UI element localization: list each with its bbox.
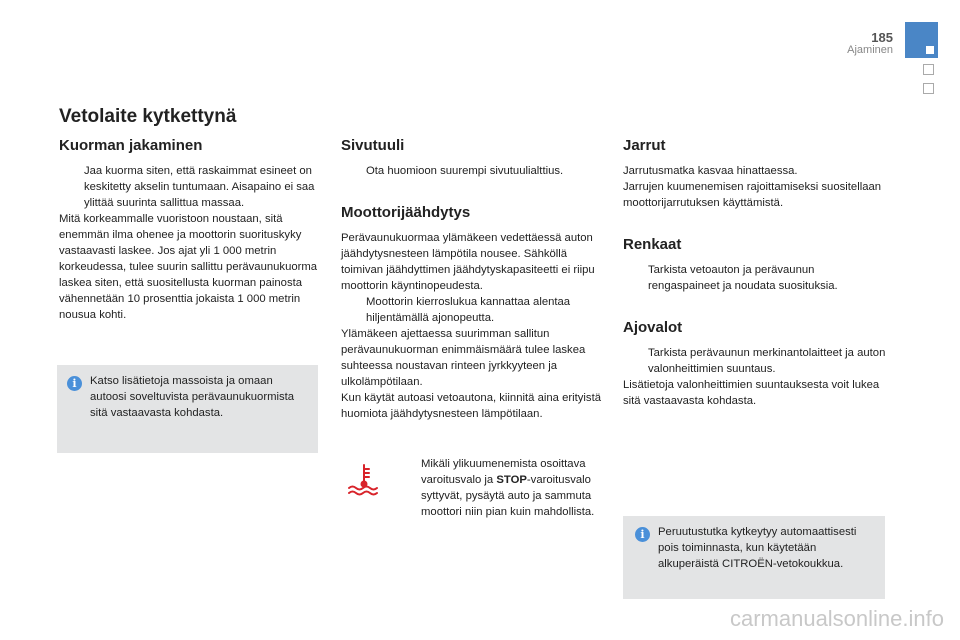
section-heading: Sivutuuli	[341, 137, 405, 154]
column-load-distribution	[59, 138, 321, 323]
paragraph: Kun käytät autoasi vetoautona, kiinnitä aina erityistä huomiota jäähdytysnesteen lämpötilaan.	[341, 392, 601, 420]
stop-label: STOP	[496, 474, 527, 486]
paragraph: Jarrujen kuumenemisen rajoittamiseksi suositellaan moottorijarrutuksen käyttämistä.	[623, 181, 882, 209]
chapter-tab[interactable]	[923, 83, 934, 94]
page-number: 185	[871, 30, 893, 45]
bullet-text: Moottorin kierroslukua kannattaa alentaa hiljentämällä ajonopeutta.	[366, 296, 571, 324]
section-heading: Kuorman jakaminen	[59, 137, 203, 154]
section-heading: Ajovalot	[623, 319, 683, 336]
section-heading: Renkaat	[623, 236, 682, 253]
paragraph: Mitä korkeammalle vuoristoon noustaan, sitä enemmän ilma ohenee ja moottorin suorituskyky vastaavasti laskee. Jos ajat yli 1 000 metrin korkeudessa, tulee suurin sallittu perävaunukuorma laskea siten, että suositellusta kuorman painosta vähennetään 10 prosenttia jokaista 1 000 metrin nousua kohti.	[59, 213, 318, 321]
column-crosswind-cooling	[341, 138, 606, 422]
bullet-text: Tarkista perävaunun merkinantolaitteet ja auton valonheittimien suuntaus.	[648, 347, 886, 375]
info-box	[623, 516, 885, 599]
warning-text-start: Mikäli ylikuumenemista osoittava varoitusvalo ja	[421, 458, 586, 486]
info-text: Peruutustutka kytkeytyy automaattisesti pois toiminnasta, kun käytetään alkuperäistä CITROËN-vetokoukkua.	[658, 526, 857, 570]
paragraph: Ylämäkeen ajettaessa suurimman sallitun perävaunukuorman enimmäismäärä tulee laskea suhteessa noustavan rinteen jyrkkyyteen ja ulkolämpötilaan.	[341, 328, 586, 388]
chapter-name: Ajaminen	[847, 44, 893, 56]
info-box	[57, 365, 318, 453]
section-heading: Jarrut	[623, 137, 666, 154]
bullet-text: Jaa kuorma siten, että raskaimmat esineet on keskitetty akselin tuntumaan. Aisapaino ei saa ylittää suurinta sallittua massaa.	[84, 165, 315, 209]
info-icon: i	[67, 376, 82, 391]
page-title: Vetolaite kytkettynä	[59, 106, 237, 127]
tab-indicator	[926, 46, 934, 54]
bullet-item	[341, 163, 606, 179]
coolant-temperature-warning-icon	[345, 462, 383, 496]
section-heading: Moottorijäähdytys	[341, 204, 471, 221]
column-brakes-tyres-lights	[623, 138, 888, 409]
bullet-text: Ota huomioon suurempi sivutuulialttius.	[366, 165, 564, 177]
bullet-item	[623, 262, 888, 294]
bullet-item	[341, 294, 606, 326]
watermark: carmanualsonline.info	[729, 606, 944, 631]
paragraph: Jarrutusmatka kasvaa hinattaessa.	[623, 165, 798, 177]
bullet-item	[623, 345, 888, 377]
warning-bullet	[396, 456, 606, 520]
chapter-tab-active[interactable]	[905, 22, 938, 58]
paragraph: Perävaunukuormaa ylämäkeen vedettäessä auton jäähdytysnesteen lämpötila nousee. Sähköllä toimivan jäähdyttimen jäähdytyskapasiteetti ei riipu moottorin käyntinopeudesta.	[341, 232, 595, 292]
info-icon: i	[635, 527, 650, 542]
bullet-text: Tarkista vetoauton ja perävaunun rengaspaineet ja noudata suosituksia.	[648, 264, 838, 292]
chapter-tab[interactable]	[923, 64, 934, 75]
warning-text-end: -varoitusvalo syttyvät, pysäytä auto ja sammuta moottori niin pian kuin mahdollista.	[421, 474, 595, 518]
bullet-item	[59, 163, 321, 211]
info-text: Katso lisätietoja massoista ja omaan autoosi soveltuvista perävaunukuormista sitä vastaavasta kohdasta.	[90, 375, 295, 419]
paragraph: Lisätietoja valonheittimien suuntauksesta voit lukea sitä vastaavasta kohdasta.	[623, 379, 880, 407]
